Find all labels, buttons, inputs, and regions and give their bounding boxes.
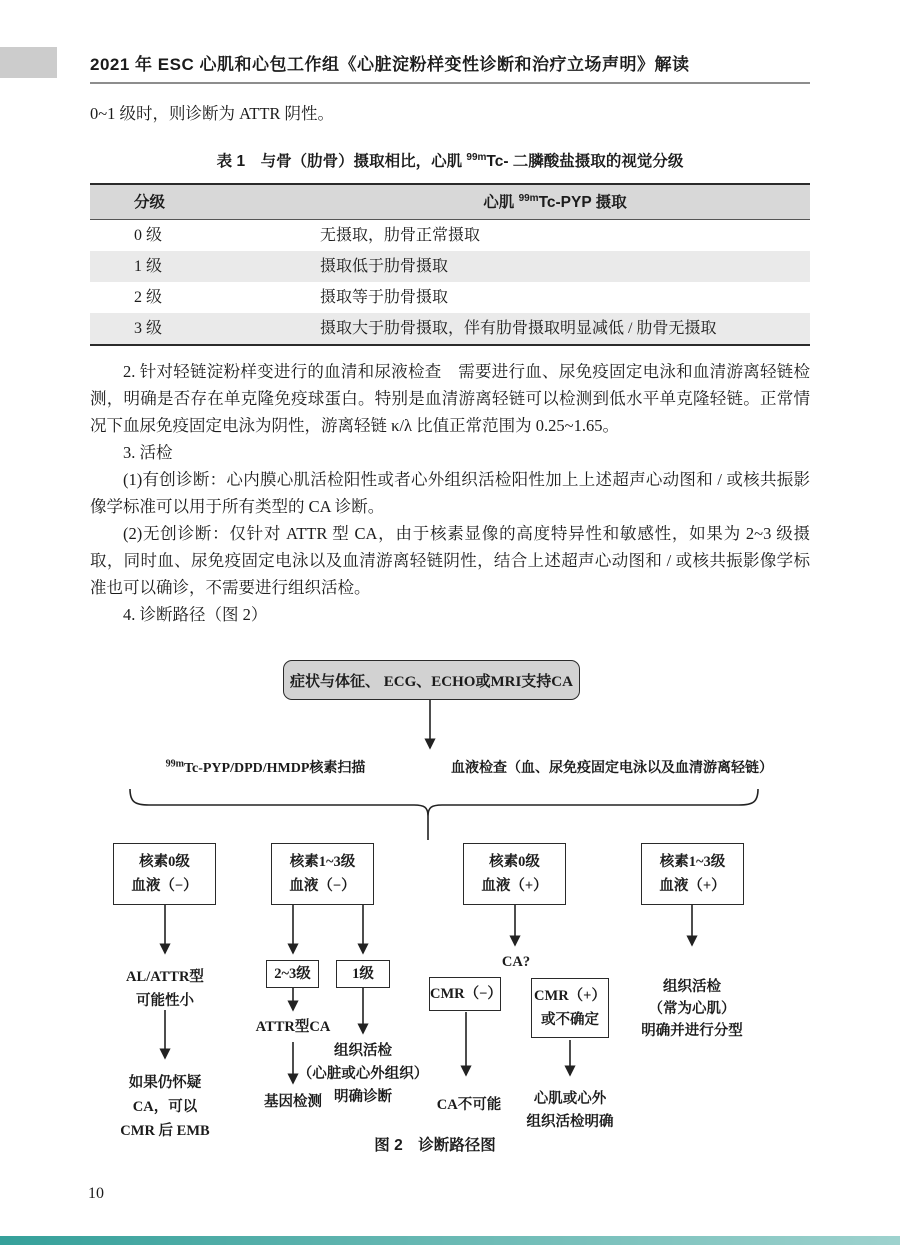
table-header-grade: 分级 [134,193,166,211]
page-title: 2021 年 ESC 心肌和心包工作组《心脏淀粉样变性诊断和治疗立场声明》解读 [90,55,690,74]
uptake-grading-table [90,183,810,346]
flow-node-attr-ca: ATTR型CA [255,1019,331,1035]
grade-cell: 2 级 [134,289,163,306]
scan-label-text: Tc-PYP/DPD/HMDP核素扫描 [183,761,366,776]
desc-cell: 摄取低于肋骨摄取 [320,258,449,275]
table-row [90,220,810,251]
table-header-uptake-text: 心肌 [483,193,519,211]
node-line: 明确诊断 [334,1089,392,1105]
table-header-uptake-suffix: Tc-PYP 摄取 [538,193,627,211]
node-line: （心脏或心外组织） [297,1066,429,1082]
flow-node-biopsy-typing [618,976,766,1042]
node-line: 明确并进行分型 [641,1023,743,1039]
flow-node-if-still-suspect [90,1071,240,1143]
flow-node-nuc0-blood-neg [113,843,216,905]
paragraph-biopsy-heading: 3. 活检 [123,443,173,462]
flow-label-nuclear-scan [148,757,383,777]
paragraph-serum-urine: 2. 针对轻链淀粉样变进行的血清和尿液检查 需要进行血、尿免疫固定电泳和血清游离轻链检测，明确是否存在单克隆免疫球蛋白。特别是血清游离轻链可以检测到低水平单克隆轻链。正常情况下血尿免疫固定电泳为阴性，游离轻链 κ/λ 比值正常范围为 0.25~1.65。 [90,362,810,435]
table-header-superscript: 99m [518,192,539,204]
flow-node-symptoms: 症状与体征、 ECG、ECHO或MRI支持CA [283,660,580,700]
node-line: 核素1~3级 [659,854,726,870]
footer-bar [0,1236,900,1245]
header-divider [90,82,810,84]
desc-cell: 无摄取，肋骨正常摄取 [320,227,481,244]
flow-node-gene-test: 基因检测 [264,1094,322,1110]
flow-node-cmr-positive-uncertain [531,978,609,1038]
node-line: 可能性小 [136,993,194,1009]
table-row [90,313,810,344]
paragraph-noninvasive: (2)无创诊断：仅针对 ATTR 型 CA，由于核素显像的高度特异性和敏感性，如果为 2~3 级摄取，同时血、尿免疫固定电泳以及血清游离轻链阴性，结合上述超声心动图和 / 或核共振影像学标准也可以确诊，不需要进行组织活检。 [90,524,810,597]
node-line: AL/ATTR型 [126,969,204,985]
node-line: 核素0级 [139,854,190,870]
paragraph-invasive: (1)有创诊断：心内膜心肌活检阳性或者心外组织活检阳性加上上述超声心动图和 / 或核共振影像学标准可以用于所有类型的 CA 诊断。 [90,470,810,516]
node-line: 心肌或心外 [533,1091,607,1107]
node-line: 血液（−） [289,878,356,894]
node-line: 组织活检 [663,979,721,995]
node-line: 血液（−） [131,878,198,894]
table-header-row [90,185,810,220]
flow-node-cmr-negative: CMR（−） [429,977,501,1011]
flow-node-ca-unlikely: CA不可能 [436,1097,502,1113]
node-line: 组织活检 [334,1043,392,1059]
desc-cell: 摄取等于肋骨摄取 [320,289,449,306]
intro-paragraph: 0~1 级时，则诊断为 ATTR 阴性。 [90,104,335,123]
node-line: 核素0级 [489,854,540,870]
page-header [90,50,810,75]
node-line: 血液（+） [659,878,726,894]
grade-cell: 3 级 [134,320,163,337]
desc-cell: 摄取大于肋骨摄取，伴有肋骨摄取明显减低 / 肋骨无摄取 [320,320,717,337]
flow-node-al-attr-unlikely [100,965,230,1013]
table-title [90,151,810,173]
flow-node-grade-1: 1级 [336,960,390,988]
flow-node-nuc13-blood-pos [641,843,744,905]
table-title-superscript: 99m [466,151,487,163]
scan-label-superscript: 99m [165,758,184,770]
page-number: 10 [88,1185,104,1202]
node-line: CMR（+） [534,988,606,1004]
decoration-corner-block [0,47,57,78]
node-line: 或不确定 [541,1012,599,1028]
table-row [90,251,810,282]
table-header-uptake [300,189,810,216]
node-line: 血液（+） [481,878,548,894]
table-row [90,282,810,313]
paragraph-pathway-heading: 4. 诊断路径（图 2） [123,605,268,624]
flow-node-grade-2-3: 2~3级 [266,960,319,988]
node-line: （常为心肌） [648,1001,736,1017]
flow-node-nuc0-blood-pos [463,843,566,905]
figure-caption: 图 2 诊断路径图 [374,1137,496,1154]
grade-cell: 1 级 [134,258,163,275]
flow-node-biopsy-confirm [498,1088,642,1134]
flow-label-blood-test: 血液检查（血、尿免疫固定电泳以及血清游离轻链） [451,761,773,776]
node-line: 组织活检明确 [526,1114,614,1130]
main-content [90,100,810,628]
table-title-text: 表 1 与骨（肋骨）摄取相比，心肌 [216,153,467,170]
node-line: 核素1~3级 [289,854,356,870]
node-line: CA，可以 [132,1099,198,1115]
node-line: CMR 后 EMB [120,1123,210,1139]
node-line: 如果仍怀疑 [128,1075,202,1091]
flow-node-nuc13-blood-neg [271,843,374,905]
table-title-suffix: Tc- 二膦酸盐摄取的视觉分级 [486,153,684,170]
figure-2-diagnostic-pathway [0,650,900,1170]
grade-cell: 0 级 [134,227,163,244]
flow-node-ca-question: CA? [501,954,531,970]
